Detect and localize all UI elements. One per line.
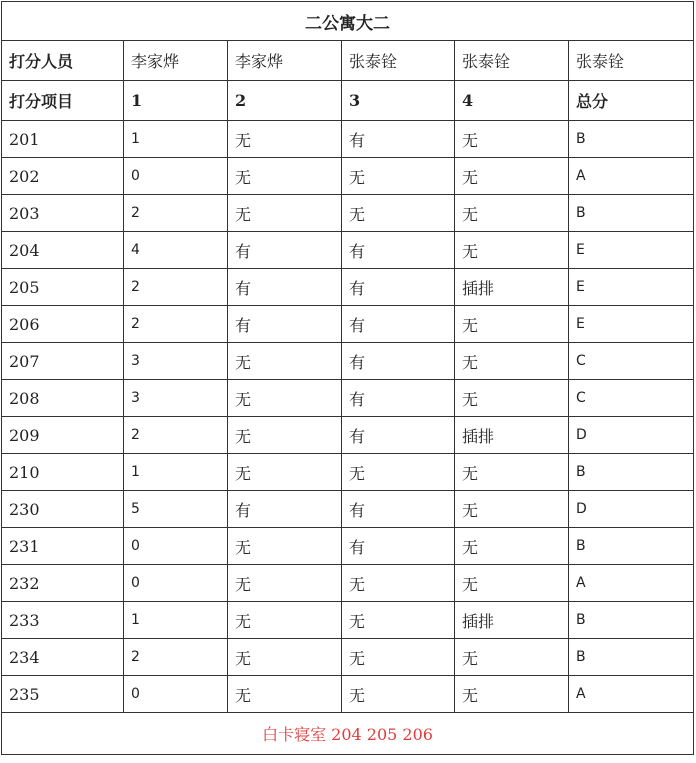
item-3-cell: 无 <box>342 454 455 491</box>
rater-name: 张泰铨 <box>569 41 694 81</box>
table-row <box>2 121 694 158</box>
item-header: 1 <box>124 81 228 121</box>
item-3-cell: 有 <box>342 269 455 306</box>
item-2-cell: 无 <box>228 602 342 639</box>
item-3-cell: 无 <box>342 565 455 602</box>
item-3-cell: 无 <box>342 602 455 639</box>
score-cell: 0 <box>124 528 228 565</box>
room-number: 210 <box>2 454 124 491</box>
score-cell: 3 <box>124 343 228 380</box>
item-4-cell: 插排 <box>455 269 569 306</box>
score-cell: 2 <box>124 417 228 454</box>
item-4-cell: 插排 <box>455 602 569 639</box>
item-3-cell: 有 <box>342 343 455 380</box>
total-grade: B <box>569 454 694 491</box>
total-grade: B <box>569 195 694 232</box>
item-header-label: 打分项目 <box>2 81 124 121</box>
table-row <box>2 454 694 491</box>
item-2-cell: 无 <box>228 565 342 602</box>
item-2-cell: 有 <box>228 269 342 306</box>
item-2-cell: 无 <box>228 454 342 491</box>
item-2-cell: 无 <box>228 158 342 195</box>
item-4-cell: 无 <box>455 639 569 676</box>
table-row <box>2 380 694 417</box>
item-2-cell: 有 <box>228 306 342 343</box>
score-cell: 1 <box>124 454 228 491</box>
table-row <box>2 676 694 713</box>
table-row <box>2 232 694 269</box>
total-grade: C <box>569 380 694 417</box>
item-3-cell: 有 <box>342 306 455 343</box>
table-row <box>2 343 694 380</box>
room-number: 233 <box>2 602 124 639</box>
footer-row <box>2 713 694 755</box>
total-grade: B <box>569 602 694 639</box>
rater-header-row <box>2 41 694 81</box>
total-grade: A <box>569 158 694 195</box>
item-2-cell: 无 <box>228 380 342 417</box>
white-card-note: 白卡寝室 204 205 206 <box>2 713 694 755</box>
score-cell: 0 <box>124 565 228 602</box>
item-4-cell: 无 <box>455 491 569 528</box>
room-number: 205 <box>2 269 124 306</box>
item-3-cell: 无 <box>342 639 455 676</box>
room-number: 235 <box>2 676 124 713</box>
table-title: 二公寓大二 <box>2 2 694 41</box>
total-grade: B <box>569 528 694 565</box>
item-3-cell: 有 <box>342 491 455 528</box>
item-4-cell: 插排 <box>455 417 569 454</box>
item-4-cell: 无 <box>455 676 569 713</box>
item-4-cell: 无 <box>455 454 569 491</box>
item-2-cell: 无 <box>228 343 342 380</box>
total-grade: C <box>569 343 694 380</box>
item-2-cell: 无 <box>228 676 342 713</box>
item-2-cell: 无 <box>228 195 342 232</box>
item-2-cell: 无 <box>228 417 342 454</box>
total-header: 总分 <box>569 81 694 121</box>
rater-header-label: 打分人员 <box>2 41 124 81</box>
item-4-cell: 无 <box>455 380 569 417</box>
item-header-row <box>2 81 694 121</box>
item-3-cell: 有 <box>342 121 455 158</box>
item-2-cell: 无 <box>228 528 342 565</box>
item-2-cell: 无 <box>228 639 342 676</box>
room-number: 209 <box>2 417 124 454</box>
room-number: 234 <box>2 639 124 676</box>
title-row <box>2 2 694 41</box>
table-row <box>2 639 694 676</box>
table-row <box>2 306 694 343</box>
score-cell: 2 <box>124 639 228 676</box>
item-4-cell: 无 <box>455 565 569 602</box>
rater-name: 李家烨 <box>228 41 342 81</box>
room-number: 208 <box>2 380 124 417</box>
score-cell: 0 <box>124 158 228 195</box>
room-number: 231 <box>2 528 124 565</box>
room-number: 206 <box>2 306 124 343</box>
total-grade: D <box>569 417 694 454</box>
item-4-cell: 无 <box>455 195 569 232</box>
rater-name: 张泰铨 <box>455 41 569 81</box>
room-number: 203 <box>2 195 124 232</box>
room-number: 201 <box>2 121 124 158</box>
total-grade: D <box>569 491 694 528</box>
score-cell: 2 <box>124 306 228 343</box>
item-4-cell: 无 <box>455 232 569 269</box>
item-2-cell: 有 <box>228 491 342 528</box>
score-cell: 4 <box>124 232 228 269</box>
room-number: 204 <box>2 232 124 269</box>
score-cell: 2 <box>124 195 228 232</box>
room-number: 202 <box>2 158 124 195</box>
total-grade: A <box>569 676 694 713</box>
item-header: 4 <box>455 81 569 121</box>
score-cell: 1 <box>124 121 228 158</box>
table-row <box>2 565 694 602</box>
rater-name: 张泰铨 <box>342 41 455 81</box>
table-row <box>2 195 694 232</box>
total-grade: A <box>569 565 694 602</box>
room-number: 207 <box>2 343 124 380</box>
item-2-cell: 有 <box>228 232 342 269</box>
item-3-cell: 有 <box>342 380 455 417</box>
table-row <box>2 158 694 195</box>
room-number: 232 <box>2 565 124 602</box>
total-grade: E <box>569 269 694 306</box>
total-grade: E <box>569 232 694 269</box>
score-sheet <box>1 1 693 755</box>
item-3-cell: 无 <box>342 676 455 713</box>
item-4-cell: 无 <box>455 528 569 565</box>
table-row <box>2 528 694 565</box>
table-row <box>2 269 694 306</box>
item-4-cell: 无 <box>455 306 569 343</box>
item-3-cell: 有 <box>342 232 455 269</box>
item-header: 2 <box>228 81 342 121</box>
item-4-cell: 无 <box>455 158 569 195</box>
score-table <box>1 1 694 755</box>
score-cell: 3 <box>124 380 228 417</box>
score-cell: 2 <box>124 269 228 306</box>
table-row <box>2 491 694 528</box>
table-row <box>2 602 694 639</box>
total-grade: B <box>569 121 694 158</box>
table-row <box>2 417 694 454</box>
total-grade: E <box>569 306 694 343</box>
score-cell: 0 <box>124 676 228 713</box>
item-3-cell: 无 <box>342 158 455 195</box>
score-cell: 1 <box>124 602 228 639</box>
item-2-cell: 无 <box>228 121 342 158</box>
item-4-cell: 无 <box>455 343 569 380</box>
room-number: 230 <box>2 491 124 528</box>
item-header: 3 <box>342 81 455 121</box>
item-4-cell: 无 <box>455 121 569 158</box>
item-3-cell: 有 <box>342 528 455 565</box>
total-grade: B <box>569 639 694 676</box>
rater-name: 李家烨 <box>124 41 228 81</box>
item-3-cell: 有 <box>342 417 455 454</box>
item-3-cell: 无 <box>342 195 455 232</box>
score-cell: 5 <box>124 491 228 528</box>
